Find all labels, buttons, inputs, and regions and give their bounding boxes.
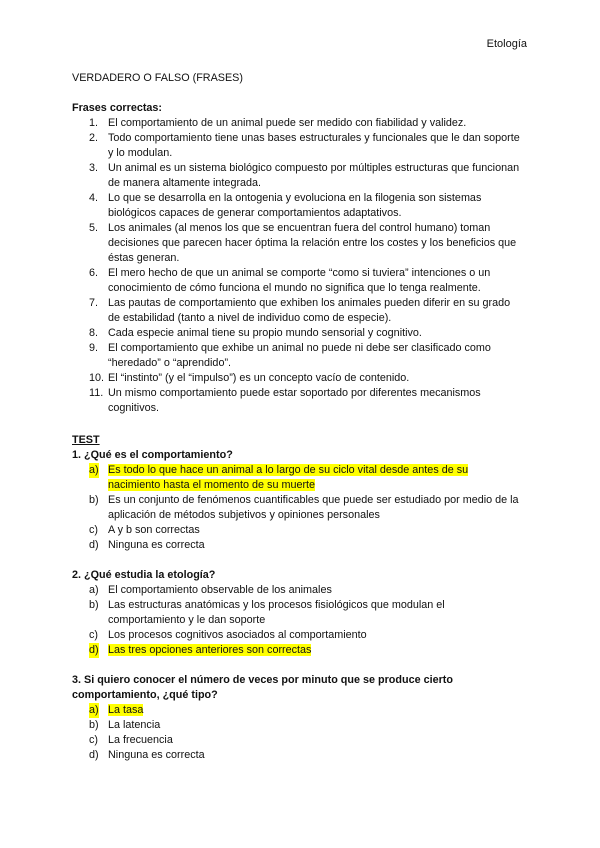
phrase-number: 8. xyxy=(89,327,99,339)
option-letter: d) xyxy=(89,539,99,551)
phrase-text: Los animales (al menos los que se encuentran fuera del control humano) toman decisiones que parecen hacer óptima la relación entre los costes y los beneficios que éstas generan. xyxy=(108,222,517,264)
option-letter: d) xyxy=(89,644,99,656)
phrase-number: 5. xyxy=(89,222,99,234)
option-item xyxy=(72,493,522,523)
phrase-item xyxy=(72,131,522,161)
phrase-text: El comportamiento que exhibe un animal no puede ni debe ser clasificado como “heredado” o “aprendido”. xyxy=(108,342,491,369)
test-heading: TEST xyxy=(72,434,100,446)
document-title: VERDADERO O FALSO (FRASES) xyxy=(72,72,243,84)
phrase-item xyxy=(72,161,522,191)
option-letter: d) xyxy=(89,749,99,761)
option-letter: c) xyxy=(89,524,98,536)
question-text: 3. Si quiero conocer el número de veces por minuto que se produce cierto comportamiento, ¿qué tipo? xyxy=(72,674,453,701)
option-text-highlighted: Es todo lo que hace un animal a lo largo de su ciclo vital desde antes de su nacimiento hasta el momento de su muerte xyxy=(108,464,469,491)
option-list xyxy=(72,583,522,658)
option-item xyxy=(72,598,522,628)
option-letter: a) xyxy=(89,704,99,716)
option-text: El comportamiento observable de los animales xyxy=(108,584,332,596)
option-text: Los procesos cognitivos asociados al comportamiento xyxy=(108,629,367,641)
option-item xyxy=(72,703,522,718)
page-header-subject: Etología xyxy=(486,38,527,50)
option-text-highlighted: La tasa xyxy=(108,704,144,716)
phrase-item xyxy=(72,371,522,386)
option-item xyxy=(72,733,522,748)
question-block-1 xyxy=(72,448,522,553)
option-item xyxy=(72,643,522,658)
correct-phrases-heading: Frases correctas: xyxy=(72,102,163,114)
option-text: Las estructuras anatómicas y los procesos fisiológicos que modulan el comportamiento y le dan soporte xyxy=(108,599,445,626)
option-item xyxy=(72,538,522,553)
phrase-number: 10. xyxy=(89,372,105,384)
phrase-text: Un animal es un sistema biológico compuesto por múltiples estructuras que funcionan de manera altamente integrada. xyxy=(108,162,520,189)
phrase-number: 3. xyxy=(89,162,99,174)
option-letter: c) xyxy=(89,734,98,746)
phrase-item xyxy=(72,341,522,371)
phrase-text: Todo comportamiento tiene unas bases estructurales y funcionales que le dan soporte y lo modulan. xyxy=(108,132,520,159)
option-text: Ninguna es correcta xyxy=(108,749,205,761)
option-letter: c) xyxy=(89,629,98,641)
phrase-item xyxy=(72,296,522,326)
phrase-item xyxy=(72,326,522,341)
option-text: Ninguna es correcta xyxy=(108,539,205,551)
option-letter: a) xyxy=(89,464,99,476)
phrase-number: 2. xyxy=(89,132,99,144)
option-letter: a) xyxy=(89,584,99,596)
option-item xyxy=(72,748,522,763)
question-block-3 xyxy=(72,673,522,763)
option-letter: b) xyxy=(89,599,99,611)
phrase-text: El comportamiento de un animal puede ser medido con fiabilidad y validez. xyxy=(108,117,467,129)
phrase-item xyxy=(72,386,522,416)
phrase-text: El “instinto” (y el “impulso”) es un concepto vacío de contenido. xyxy=(108,372,410,384)
question-block-2 xyxy=(72,568,522,658)
option-text: La latencia xyxy=(108,719,161,731)
option-list xyxy=(72,463,522,553)
option-item xyxy=(72,583,522,598)
option-item xyxy=(72,523,522,538)
option-text: A y b son correctas xyxy=(108,524,200,536)
phrase-text: Un mismo comportamiento puede estar soportado por diferentes mecanismos cognitivos. xyxy=(108,387,481,414)
option-item xyxy=(72,463,522,493)
phrase-number: 1. xyxy=(89,117,99,129)
option-item xyxy=(72,628,522,643)
option-item xyxy=(72,718,522,733)
document-body xyxy=(72,71,522,778)
phrase-item xyxy=(72,116,522,131)
option-text: Es un conjunto de fenómenos cuantificables que puede ser estudiado por medio de la aplicación de métodos subjetivos y opiniones personales xyxy=(108,494,519,521)
phrase-number: 11. xyxy=(89,387,104,399)
phrase-item xyxy=(72,191,522,221)
phrase-text: Las pautas de comportamiento que exhiben los animales pueden diferir en su grado de estabilidad (tanto a nivel de individuo como de especie). xyxy=(108,297,511,324)
option-text: La frecuencia xyxy=(108,734,173,746)
phrase-text: Cada especie animal tiene su propio mundo sensorial y cognitivo. xyxy=(108,327,422,339)
phrase-item xyxy=(72,266,522,296)
option-text-highlighted: Las tres opciones anteriores son correctas xyxy=(108,644,312,656)
option-letter: b) xyxy=(89,494,99,506)
phrase-number: 4. xyxy=(89,192,99,204)
option-letter: b) xyxy=(89,719,99,731)
phrase-number: 7. xyxy=(89,297,99,309)
correct-phrases-list xyxy=(72,116,522,416)
question-text: 1. ¿Qué es el comportamiento? xyxy=(72,449,233,461)
option-list xyxy=(72,703,522,763)
phrase-number: 6. xyxy=(89,267,99,279)
question-text: 2. ¿Qué estudia la etología? xyxy=(72,569,216,581)
phrase-text: El mero hecho de que un animal se comporte “como si tuviera” intenciones o un conocimiento de cómo funciona el mundo no significa que lo tenga realmente. xyxy=(108,267,491,294)
phrase-number: 9. xyxy=(89,342,99,354)
phrase-text: Lo que se desarrolla en la ontogenia y evoluciona en la filogenia son sistemas biológicos capaces de generar comportamientos adaptativos. xyxy=(108,192,482,219)
phrase-item xyxy=(72,221,522,266)
